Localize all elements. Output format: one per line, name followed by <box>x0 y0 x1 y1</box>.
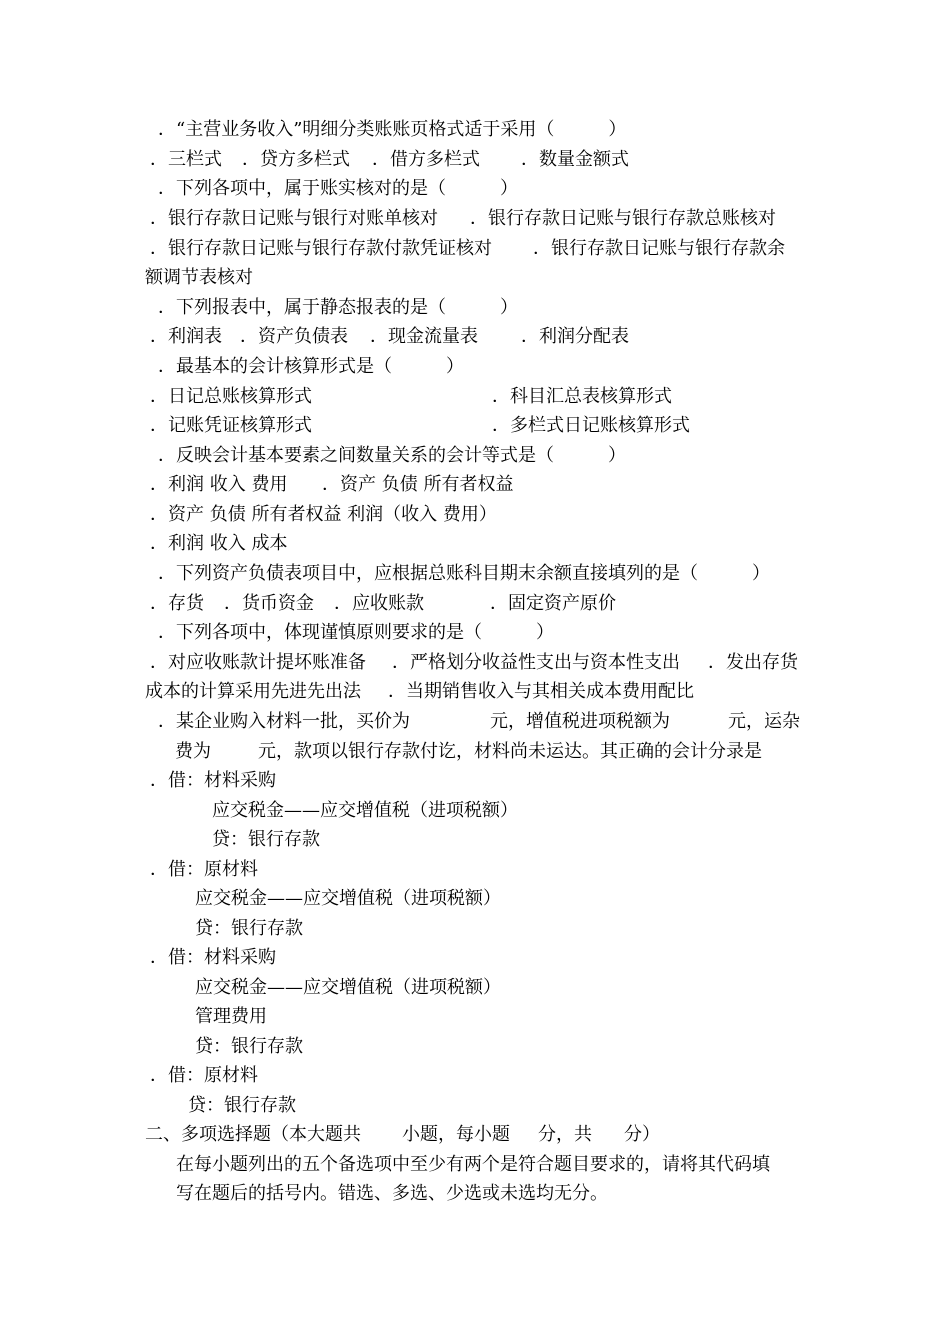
option-c: ．应收账款 <box>334 593 424 614</box>
question-stem-part-2: 元，增值税进项税额为 <box>490 711 670 732</box>
instruction-text: 写在题后的括号内。错选、多选、少选或未选均无分。 <box>176 1183 608 1204</box>
instruction-text: 在每小题列出的五个备选项中至少有两个是符合题目要求的，请将其代码填 <box>176 1154 770 1175</box>
question-stem-text: ．下列报表中，属于静态报表的是（ ） <box>158 297 518 318</box>
option-c-continuation: 成本的计算采用先进先出法 <box>145 681 361 702</box>
option-b: ．科目汇总表核算形式 <box>492 386 672 407</box>
section-title-part-1: 二、多项选择题（本大题共 <box>145 1124 361 1145</box>
entry-credit: 贷：银行存款 <box>195 1036 303 1057</box>
question-stem-text: ．最基本的会计核算形式是（ ） <box>158 356 464 377</box>
option-b: ．银行存款日记账与银行存款总账核对 <box>470 208 776 229</box>
option-c: ．银行存款日记账与银行存款付款凭证核对 <box>150 238 492 259</box>
option-a: ．利润表 <box>150 326 222 347</box>
entry-credit: 贷：银行存款 <box>188 1095 296 1116</box>
option-a: ．存货 <box>150 593 204 614</box>
question-stem-text: ．“主营业务收入”明细分类账账页格式适于采用（ ） <box>158 119 627 140</box>
option-d: ．利润 收入 成本 <box>150 533 288 554</box>
option-c: ．记账凭证核算形式 <box>150 415 312 436</box>
section-title-part-2: 小题，每小题 <box>402 1124 510 1145</box>
entry-debit-cont: 应交税金——应交增值税（进项税额） <box>195 977 501 998</box>
option-b: ．货币资金 <box>224 593 314 614</box>
option-d: ．银行存款日记账与银行存款余 <box>533 238 785 259</box>
option-a: ．利润 收入 费用 <box>150 474 288 495</box>
question-stem-part-1: ．某企业购入材料一批，买价为 <box>158 711 410 732</box>
option-b: ．资产负债表 <box>240 326 348 347</box>
question-stem-part-5: 元，款项以银行存款付讫，材料尚未运达。其正确的会计分录是 <box>258 741 762 762</box>
option-b: ．贷方多栏式 <box>242 149 350 170</box>
option-d: ．利润分配表 <box>521 326 629 347</box>
section-title-part-4: 分） <box>624 1124 660 1145</box>
question-stem-part-3: 元，运杂 <box>728 711 800 732</box>
entry-debit: ．借：原材料 <box>150 1065 258 1086</box>
entry-debit: ．借：原材料 <box>150 859 258 880</box>
option-a: ．对应收账款计提坏账准备 <box>150 652 366 673</box>
option-c: ．现金流量表 <box>370 326 478 347</box>
option-b: ．资产 负债 所有者权益 <box>322 474 514 495</box>
option-d: ．数量金额式 <box>521 149 629 170</box>
section-title-part-3: 分，共 <box>538 1124 592 1145</box>
option-d: ．当期销售收入与其相关成本费用配比 <box>388 681 694 702</box>
option-a: ．日记总账核算形式 <box>150 386 312 407</box>
entry-debit: ．借：材料采购 <box>150 947 276 968</box>
option-a: ．三栏式 <box>150 149 222 170</box>
entry-debit-cont: 管理费用 <box>195 1006 267 1027</box>
question-stem-text: ．下列资产负债表项目中，应根据总账科目期末余额直接填列的是（ ） <box>158 563 770 584</box>
question-stem-text: ．下列各项中，体现谨慎原则要求的是（ ） <box>158 622 554 643</box>
question-stem-text: ．反映会计基本要素之间数量关系的会计等式是（ ） <box>158 445 626 466</box>
option-c: ．资产 负债 所有者权益 利润（收入 费用） <box>150 504 497 525</box>
entry-credit: 贷：银行存款 <box>212 829 320 850</box>
option-a: ．银行存款日记账与银行对账单核对 <box>150 208 438 229</box>
entry-debit-cont: 应交税金——应交增值税（进项税额） <box>195 888 501 909</box>
option-d: ．固定资产原价 <box>490 593 616 614</box>
option-continuation: 额调节表核对 <box>145 267 253 288</box>
option-c: ．借方多栏式 <box>372 149 480 170</box>
option-b: ．严格划分收益性支出与资本性支出 <box>392 652 680 673</box>
entry-credit: 贷：银行存款 <box>195 918 303 939</box>
entry-debit-cont: 应交税金——应交增值税（进项税额） <box>212 800 518 821</box>
question-stem-text: ．下列各项中，属于账实核对的是（ ） <box>158 178 518 199</box>
option-c: ．发出存货 <box>708 652 798 673</box>
question-stem-part-4: 费为 <box>175 741 211 762</box>
option-d: ．多栏式日记账核算形式 <box>492 415 690 436</box>
entry-debit: ．借：材料采购 <box>150 770 276 791</box>
